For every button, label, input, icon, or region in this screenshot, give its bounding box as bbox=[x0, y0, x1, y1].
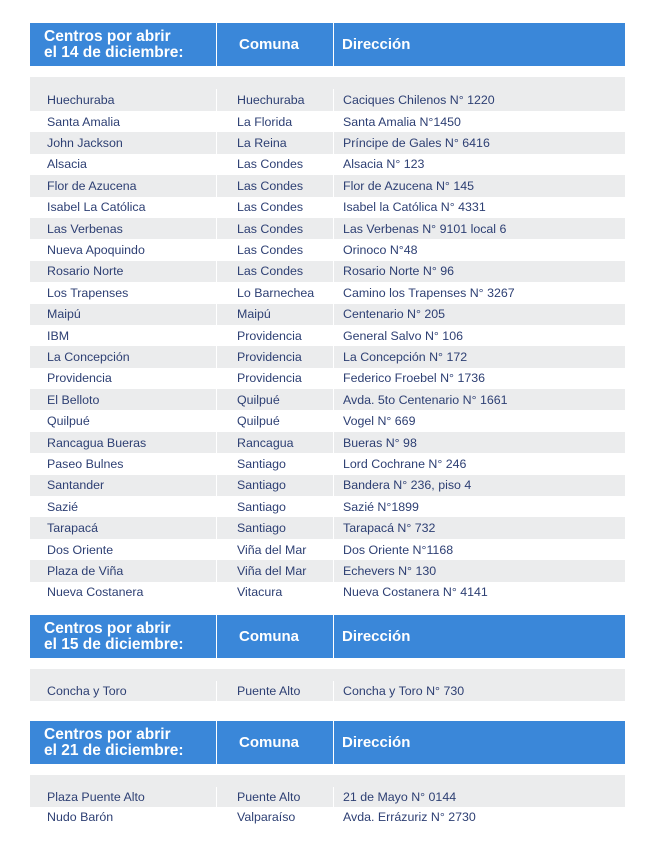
cell-comuna: La Florida bbox=[217, 111, 334, 132]
cell-direccion: Nueva Costanera N° 4141 bbox=[343, 585, 488, 600]
cell-comuna: Santiago bbox=[217, 496, 334, 517]
table-row bbox=[30, 282, 625, 303]
cell-centro: John Jackson bbox=[30, 132, 217, 153]
cell-comuna: Las Condes bbox=[217, 261, 334, 282]
header-comuna: Comuna bbox=[217, 721, 334, 764]
cell-direccion: Federico Froebel N° 1736 bbox=[343, 371, 486, 386]
header-direccion: Dirección bbox=[342, 734, 411, 751]
header-centros: Centros por abrir el 14 de diciembre: bbox=[30, 23, 217, 66]
table-header bbox=[30, 615, 625, 658]
cell-comuna: Providencia bbox=[217, 346, 334, 367]
cell-centro: Rancagua Bueras bbox=[30, 432, 217, 453]
table-header bbox=[30, 721, 625, 764]
table-row bbox=[30, 325, 625, 346]
table-row bbox=[30, 197, 625, 218]
table-row bbox=[30, 432, 625, 453]
cell-direccion: Rosario Norte N° 96 bbox=[343, 264, 455, 279]
cell-comuna: Las Condes bbox=[217, 218, 334, 239]
header-centros: Centros por abrir el 21 de diciembre: bbox=[30, 721, 217, 764]
cell-direccion: Sazié N°1899 bbox=[343, 499, 419, 514]
cell-direccion: Echevers N° 130 bbox=[343, 563, 437, 578]
table-row bbox=[30, 218, 625, 239]
table-row bbox=[30, 239, 625, 260]
section-21-diciembre bbox=[30, 721, 625, 827]
cell-centro: Quilpué bbox=[30, 410, 217, 431]
cell-direccion: Avda. Errázuriz N° 2730 bbox=[343, 810, 476, 824]
cell-direccion: Bandera N° 236, piso 4 bbox=[343, 478, 472, 493]
table-body bbox=[30, 787, 625, 827]
cell-direccion: Las Verbenas N° 9101 local 6 bbox=[343, 221, 507, 236]
cell-comuna: Santiago bbox=[217, 517, 334, 538]
header-comuna: Comuna bbox=[217, 23, 334, 66]
cell-direccion: Isabel la Católica N° 4331 bbox=[343, 200, 486, 215]
cell-direccion: La Concepción N° 172 bbox=[343, 349, 468, 364]
cell-centro: Nudo Barón bbox=[30, 807, 217, 827]
cell-centro: Huechuraba bbox=[30, 89, 217, 111]
cell-direccion: Tarapacá N° 732 bbox=[343, 521, 436, 536]
cell-direccion: Santa Amalia N°1450 bbox=[343, 114, 461, 129]
cell-centro: Nueva Apoquindo bbox=[30, 239, 217, 260]
cell-direccion: 21 de Mayo N° 0144 bbox=[343, 790, 457, 804]
cell-direccion: Avda. 5to Centenario N° 1661 bbox=[343, 392, 508, 407]
cell-comuna: Valparaíso bbox=[217, 807, 334, 827]
table-row bbox=[30, 496, 625, 517]
cell-comuna: Maipú bbox=[217, 304, 334, 325]
cell-centro: Flor de Azucena bbox=[30, 175, 217, 196]
cell-direccion: Lord Cochrane N° 246 bbox=[343, 456, 467, 471]
cell-direccion: Concha y Toro N° 730 bbox=[343, 684, 465, 698]
cell-centro: Las Verbenas bbox=[30, 218, 217, 239]
table-row bbox=[30, 560, 625, 581]
table-row bbox=[30, 681, 625, 701]
section-15-diciembre bbox=[30, 615, 625, 701]
cell-centro: Paseo Bulnes bbox=[30, 453, 217, 474]
cell-comuna: Las Condes bbox=[217, 239, 334, 260]
table-row bbox=[30, 304, 625, 325]
cell-direccion: General Salvo N° 106 bbox=[343, 328, 463, 343]
table-body bbox=[30, 681, 625, 701]
table-row bbox=[30, 175, 625, 196]
cell-centro: Plaza Puente Alto bbox=[30, 787, 217, 807]
table-row bbox=[30, 539, 625, 560]
table-body bbox=[30, 89, 625, 603]
cell-comuna: Las Condes bbox=[217, 154, 334, 175]
cell-comuna: Quilpué bbox=[217, 410, 334, 431]
cell-centro: IBM bbox=[30, 325, 217, 346]
table-row bbox=[30, 787, 625, 807]
cell-centro: Providencia bbox=[30, 368, 217, 389]
section-14-diciembre bbox=[30, 23, 625, 603]
table-row bbox=[30, 807, 625, 827]
cell-comuna: Providencia bbox=[217, 368, 334, 389]
cell-comuna: Quilpué bbox=[217, 389, 334, 410]
cell-direccion: Dos Oriente N°1168 bbox=[343, 542, 454, 557]
cell-direccion: Centenario N° 205 bbox=[343, 307, 446, 322]
cell-direccion: Príncipe de Gales N° 6416 bbox=[343, 136, 490, 151]
cell-direccion: Camino los Trapenses N° 3267 bbox=[343, 285, 515, 300]
table-row bbox=[30, 111, 625, 132]
header-comuna: Comuna bbox=[217, 615, 334, 658]
cell-direccion: Orinoco N°48 bbox=[343, 243, 418, 258]
cell-comuna: Puente Alto bbox=[217, 787, 334, 807]
cell-centro: Concha y Toro bbox=[30, 681, 217, 701]
cell-centro: Rosario Norte bbox=[30, 261, 217, 282]
table-row bbox=[30, 453, 625, 474]
cell-centro: Dos Oriente bbox=[30, 539, 217, 560]
cell-centro: Tarapacá bbox=[30, 517, 217, 538]
cell-comuna: Providencia bbox=[217, 325, 334, 346]
cell-comuna: Santiago bbox=[217, 453, 334, 474]
cell-centro: Los Trapenses bbox=[30, 282, 217, 303]
cell-comuna: La Reina bbox=[217, 132, 334, 153]
cell-centro: Alsacia bbox=[30, 154, 217, 175]
cell-comuna: Huechuraba bbox=[217, 89, 334, 111]
cell-comuna: Las Condes bbox=[217, 175, 334, 196]
table-row bbox=[30, 389, 625, 410]
cell-centro: Plaza de Viña bbox=[30, 560, 217, 581]
table-header bbox=[30, 23, 625, 66]
header-spacer bbox=[30, 669, 625, 681]
cell-centro: El Belloto bbox=[30, 389, 217, 410]
cell-comuna: Vitacura bbox=[217, 582, 334, 603]
cell-comuna: Santiago bbox=[217, 475, 334, 496]
cell-direccion: Vogel N° 669 bbox=[343, 414, 416, 429]
header-spacer bbox=[30, 77, 625, 89]
table-row bbox=[30, 89, 625, 111]
header-centros: Centros por abrir el 15 de diciembre: bbox=[30, 615, 217, 658]
cell-comuna: Viña del Mar bbox=[217, 539, 334, 560]
table-row bbox=[30, 475, 625, 496]
table-row bbox=[30, 368, 625, 389]
cell-centro: Sazié bbox=[30, 496, 217, 517]
table-row bbox=[30, 517, 625, 538]
table-row bbox=[30, 132, 625, 153]
cell-centro: La Concepción bbox=[30, 346, 217, 367]
table-row bbox=[30, 261, 625, 282]
header-spacer bbox=[30, 775, 625, 787]
cell-centro: Maipú bbox=[30, 304, 217, 325]
cell-comuna: Las Condes bbox=[217, 197, 334, 218]
cell-comuna: Lo Barnechea bbox=[217, 282, 334, 303]
table-row bbox=[30, 410, 625, 431]
cell-centro: Santander bbox=[30, 475, 217, 496]
table-row bbox=[30, 154, 625, 175]
table-row bbox=[30, 346, 625, 367]
cell-centro: Isabel La Católica bbox=[30, 197, 217, 218]
cell-direccion: Alsacia N° 123 bbox=[343, 157, 425, 172]
cell-direccion: Caciques Chilenos N° 1220 bbox=[343, 93, 495, 107]
cell-comuna: Rancagua bbox=[217, 432, 334, 453]
header-direccion: Dirección bbox=[342, 628, 411, 645]
cell-centro: Nueva Costanera bbox=[30, 582, 217, 603]
cell-direccion: Bueras N° 98 bbox=[343, 435, 417, 450]
cell-direccion: Flor de Azucena N° 145 bbox=[343, 178, 475, 193]
cell-comuna: Viña del Mar bbox=[217, 560, 334, 581]
cell-centro: Santa Amalia bbox=[30, 111, 217, 132]
table-row bbox=[30, 582, 625, 603]
cell-comuna: Puente Alto bbox=[217, 681, 334, 701]
header-direccion: Dirección bbox=[342, 36, 411, 53]
